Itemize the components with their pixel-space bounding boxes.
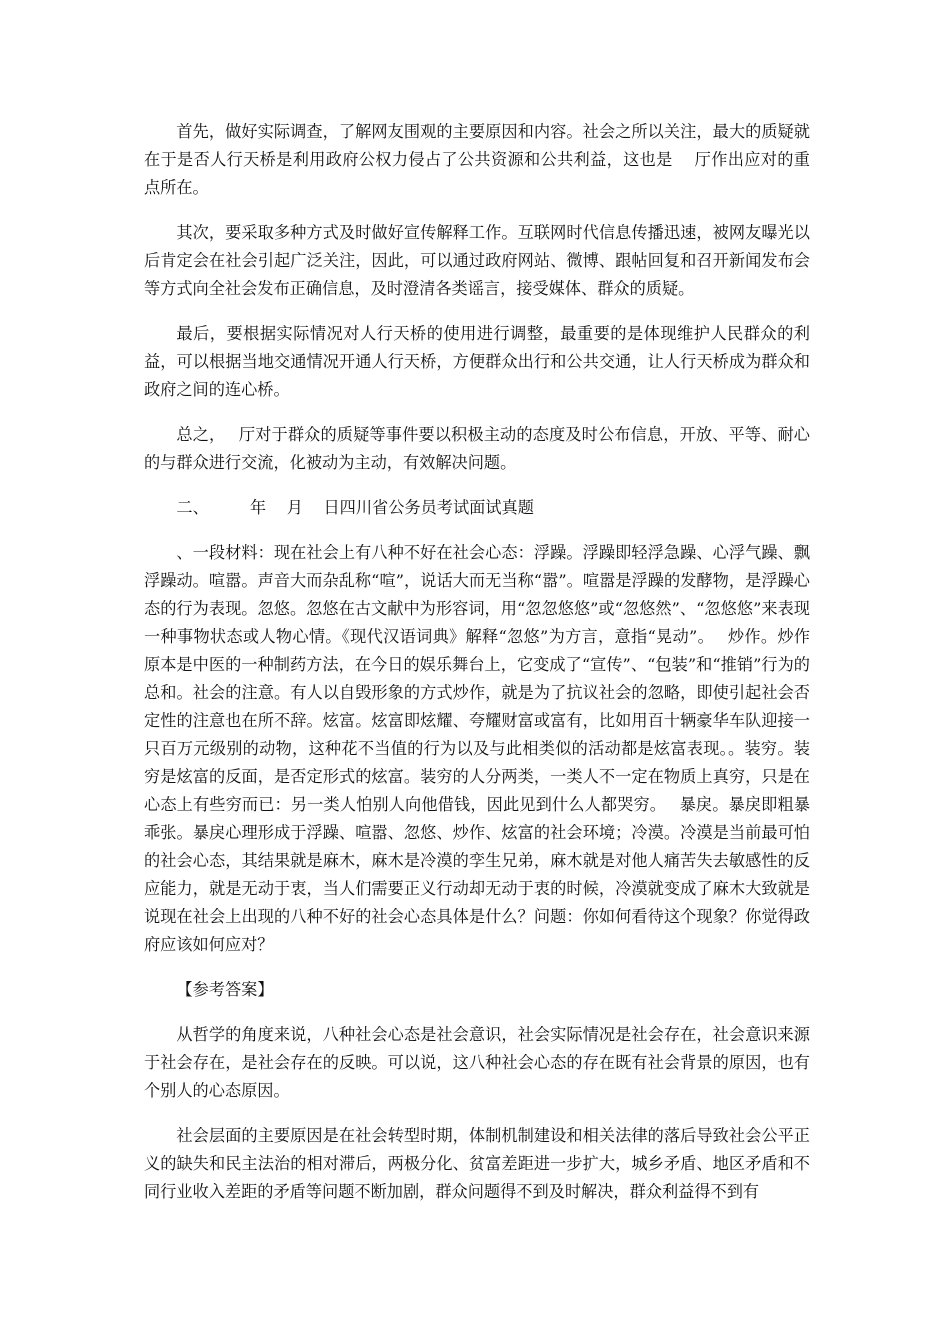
paragraph-conclusion: 总之， 厅对于群众的质疑等事件要以积极主动的态度及时公布信息，开放、平等、耐心的与群众进行交流，化被动为主动，有效解决问题。 bbox=[144, 425, 810, 472]
paragraph-social-causes: 社会层面的主要原因是在社会转型时期，体制机制建设和相关法律的落后导致社会公平正义的缺失和民主法治的相对滞后，两极分化、贫富差距进一步扩大，城乡矛盾、地区矛盾和不同行业收入差距的矛盾等问题不断加剧，群众问题得不到及时解决，群众利益得不到有 bbox=[144, 1126, 810, 1201]
paragraph-material: 、一段材料：现在社会上有八种不好在社会心态：浮躁。浮躁即轻浮急躁、心浮气躁、飘浮躁动。喧嚣。声音大而杂乱称“喧”，说话大而无当称“嚣”。喧嚣是浮躁的发酵物，是浮躁心态的行为表现。忽悠。忽悠在古文献中为形容词，用“忽忽悠悠”或“忽悠然”、“忽悠悠”来表现一种事物状态或人物心情。《现代汉语词典》解释“忽悠”为方言，意指“晃动”。 炒作。炒作原本是中医的一种制药方法，在今日的娱乐舞台上，它变成了“宣传”、“包装”和“推销”行为的总和。社会的注意。有人以自毁形象的方式炒作，就是为了抗议社会的忽略，即使引起社会否定性的注意也在所不辞。炫富。炫富即炫耀、夸耀财富或富有，比如用百十辆豪华车队迎接一只百万元级别的动物，这种花不当值的行为以及与此相类似的活动都是炫富表现。。装穷。装穷是炫富的反面，是否定形式的炫富。装穷的人分两类，一类人不一定在物质上真穷，只是在心态上有些穷而已：另一类人怕别人向他借钱，因此见到什么人都哭穷。 暴戾。暴戾即粗暴乖张。暴戾心理形成于浮躁、喧嚣、忽悠、炒作、炫富的社会环境；冷漠。冷漠是当前最可怕的社会心态，其结果就是麻木，麻木是冷漠的孪生兄弟，麻木就是对他人痛苦失去敏感性的反应能力，就是无动于衷，当人们需要正义行动却无动于衷的时候，冷漠就变成了麻木大致就是说现在社会上出现的八种不好的社会心态具体是什么？问题：你如何看待这个现象？你觉得政府应该如何应对？ bbox=[144, 543, 810, 954]
paragraph-second-step: 其次，要采取多种方式及时做好宣传解释工作。互联网时代信息传播迅速，被网友曝光以后肯定会在社会引起广泛关注，因此，可以通过政府网站、微博、跟帖回复和召开新闻发布会等方式向全社会发布正确信息，及时澄清各类谣言，接受媒体、群众的质疑。 bbox=[144, 223, 810, 298]
section-heading-exam: 二、 年 月 日四川省公务员考试面试真题 bbox=[176, 498, 534, 517]
reference-answer-heading: 【参考答案】 bbox=[176, 980, 274, 999]
paragraph-first-step: 首先，做好实际调查，了解网友围观的主要原因和内容。社会之所以关注，最大的质疑就在于是否人行天桥是利用政府公权力侵占了公共资源和公共利益，这也是 厅作出应对的重点所在。 bbox=[144, 122, 810, 197]
paragraph-final-step: 最后，要根据实际情况对人行天桥的使用进行调整，最重要的是体现维护人民群众的利益，可以根据当地交通情况开通人行天桥，方便群众出行和公共交通，让人行天桥成为群众和政府之间的连心桥。 bbox=[144, 324, 810, 399]
paragraph-philosophy: 从哲学的角度来说，八种社会心态是社会意识，社会实际情况是社会存在，社会意识来源于社会存在，是社会存在的反映。可以说，这八种社会心态的存在既有社会背景的原因，也有个别人的心态原因。 bbox=[144, 1025, 810, 1100]
document-body bbox=[144, 118, 810, 1223]
